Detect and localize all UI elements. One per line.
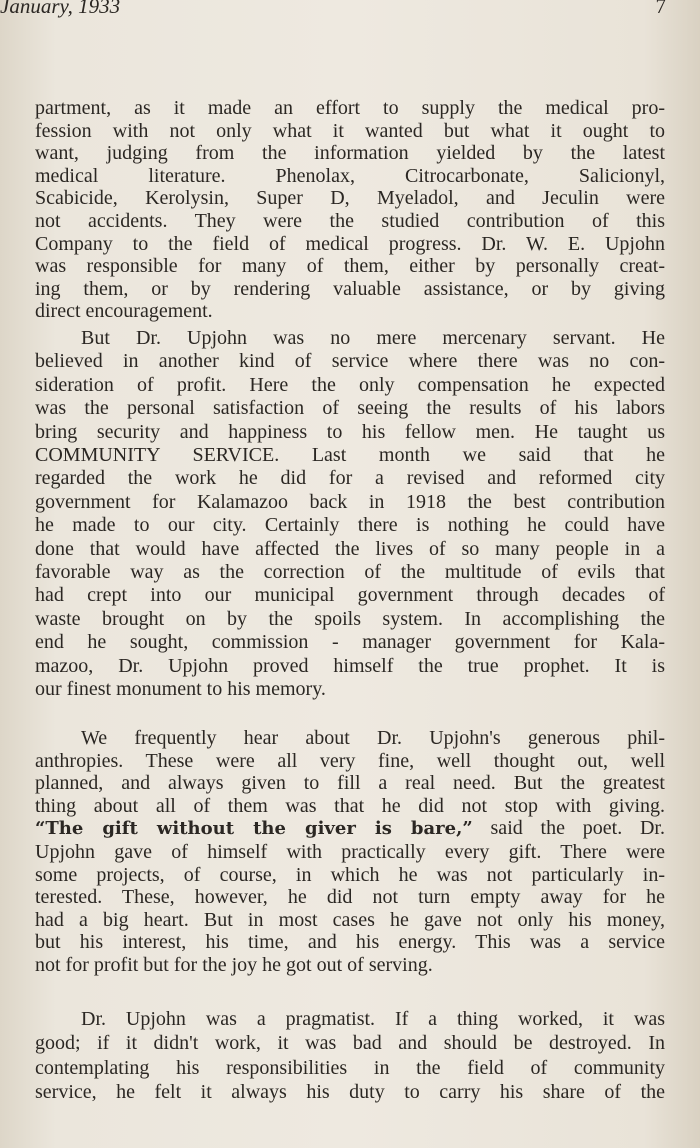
text-line: regarded the work he did for a revised and reformed city (35, 467, 665, 490)
text-line: service, he felt it always his duty to carry his share of the (35, 1081, 665, 1104)
text-line: favorable way as the correction of the multitude of evils that (35, 561, 665, 584)
text-line: want, judging from the information yielded by the latest (35, 142, 665, 165)
paragraph-1 (35, 97, 665, 323)
text-line: But Dr. Upjohn was no mere mercenary servant. He (81, 327, 665, 349)
text-line: Dr. Upjohn was a pragmatist. If a thing worked, it was (81, 1008, 665, 1030)
text-line: not accidents. They were the studied contribution of this (35, 209, 665, 232)
text-line: good; if it didn't work, it was bad and should be destroyed. In (35, 1032, 665, 1055)
text-line: COMMUNITY SERVICE. Last month we said that he (35, 444, 665, 467)
page-number: 7 (655, 0, 666, 18)
text-line: thing about all of them was that he did not stop with giving. (35, 794, 665, 817)
text-line: We frequently hear about Dr. Upjohn's generous phil- (81, 727, 665, 749)
text-line: end he sought, commission - manager government for Kala- (35, 631, 665, 654)
text-line: he made to our city. Certainly there is nothing he could have (35, 514, 665, 537)
running-header-date: January, 1933 (0, 0, 121, 18)
text-line: ing them, or by rendering valuable assistance, or by giving (35, 277, 665, 300)
text-line: had a big heart. But in most cases he gave not only his money, (35, 908, 665, 931)
text-line: sideration of profit. Here the only compensation he expected (35, 373, 665, 396)
text-line: Company to the field of medical progress. Dr. W. E. Upjohn (35, 232, 665, 255)
text-line: waste brought on by the spoils system. In accomplishing the (35, 607, 665, 630)
quote-line (35, 817, 665, 841)
paragraph-3 (35, 727, 665, 977)
text-line: was responsible for many of them, either by personally creat- (35, 255, 665, 278)
text-line: terested. These, however, he did not turn empty away for he (35, 886, 665, 909)
text-line: government for Kalamazoo back in 1918 the best contribution (35, 490, 665, 513)
text-line: fession with not only what it wanted but what it ought to (35, 119, 665, 142)
text-line: mazoo, Dr. Upjohn proved himself the true prophet. It is (35, 654, 665, 677)
text-line: was the personal satisfaction of seeing the results of his labors (35, 397, 665, 420)
text-line: not for profit but for the joy he got out of serving. (35, 953, 433, 976)
paragraph-2 (35, 327, 665, 702)
text-line: bring security and happiness to his fellow men. He taught us (35, 420, 665, 443)
text-line: believed in another kind of service where there was no con- (35, 350, 665, 373)
text-line: Scabicide, Kerolysin, Super D, Myeladol, and Jeculin were (35, 187, 665, 210)
text-line: anthropies. These were all very fine, well thought out, well (35, 749, 665, 772)
text-line: direct encouragement. (35, 300, 213, 323)
quote-attribution: said the poet. Dr. (472, 817, 665, 840)
text-line: medical literature. Phenolax, Citrocarbonate, Salicionyl, (35, 164, 665, 187)
text-line: some projects, of course, in which he was not particularly in- (35, 863, 665, 886)
bold-quote: “The gift without the giver is bare,” (35, 818, 473, 840)
text-line: contemplating his responsibilities in the field of community (35, 1056, 665, 1079)
text-line: had crept into our municipal government through decades of (35, 584, 665, 607)
text-line: our finest monument to his memory. (35, 678, 326, 701)
text-line: planned, and always given to fill a real need. But the greatest (35, 772, 665, 795)
paragraph-4 (35, 1007, 665, 1105)
text-line: but his interest, his time, and his energy. This was a service (35, 931, 665, 954)
text-line: done that would have affected the lives of so many people in a (35, 537, 665, 560)
text-line: partment, as it made an effort to supply the medical pro- (35, 97, 665, 119)
text-line: Upjohn gave of himself with practically every gift. There were (35, 840, 665, 863)
